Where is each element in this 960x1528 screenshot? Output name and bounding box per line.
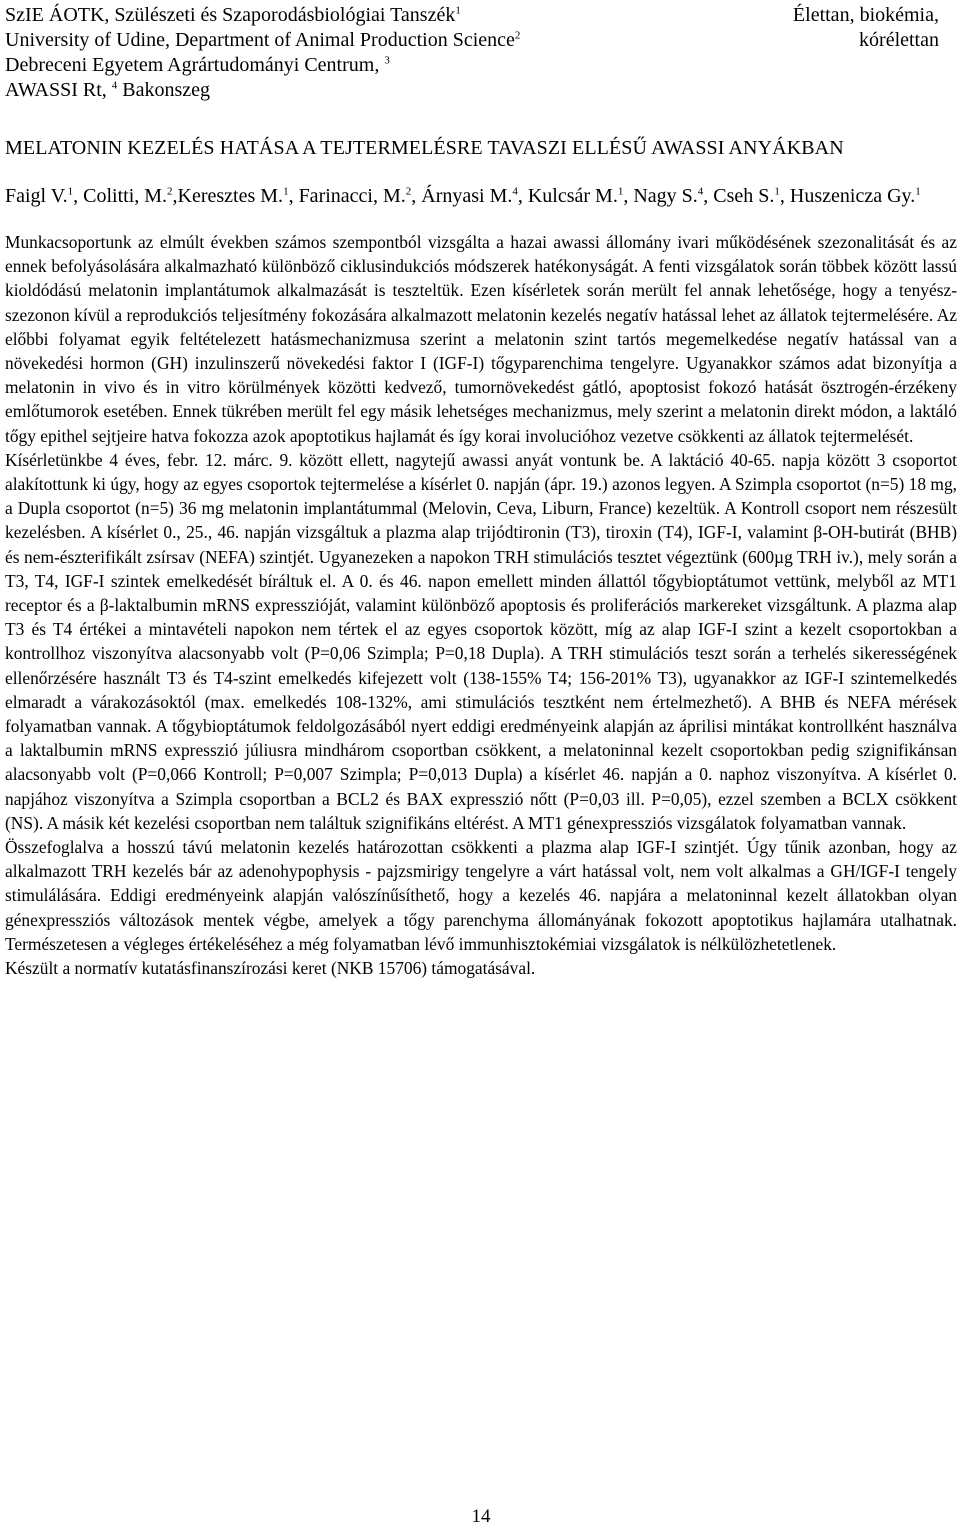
footnote-marker: 3: [384, 54, 390, 67]
author: Farinacci, M.$^2$,: [298, 185, 422, 207]
paragraph-methods-results: Kísérletünkbe 4 éves, febr. 12. márc. 9. között ellett, nagytejű awassi anyát vontunk be. A laktáció 40-65. napja között 3 csoportot alakítottunk ki úgy, hogy az egyes csoportok tejtermelése a kísérlet 0. napján (ápr. 19.) azonos legyen. A Szimpla csoportot (n=5) 18 mg, a Dupla csoportot (n=5) 36 mg melatonin implantátummal (Melovin, Ceva, Liburn, France) kezeltük. A Kontroll csoport nem részesült kezelésben. A kísérlet 0., 25., 46. napján vizsgáltuk a plazma alap trijódtironin (T3), tiroxin (T4), IGF-I, valamint β-OH-butirát (BHB) és nem-észterifikált zsírsav (NEFA) szintjét. Ugyanezeken a napokon TRH stimulációs tesztet végeztünk (600µg TRH iv.), mely során a T3, T4, IGF-I szintek emelkedését bíráltuk el. A 0. és 46. napon emellett minden állattól tőgybioptátumot vettünk, melyből az MT1 receptor és a β-laktalbumin mRNS expresszióját, valamint különböző apoptosis és proliferációs markereket vizsgáltunk. A plazma alap T3 és T4 értékei a mintavételi napokon nem tértek el az egyes csoportok között, míg az alap IGF-I szint a kezelt csoportokban a kontrollhoz viszonyítva alacsonyabb volt (P=0,06 Szimpla; P=0,18 Dupla). A TRH stimulációs teszt során a terhelés sikerességének ellenőrzésére használt T3 és T4-szint emelkedés kifejezett volt (138-155% T4; 156-201% T3), ugyanakkor az IGF-I szintemelkedés elmaradt a várakozásoktól (max. emelkedés 108-132%, ami stimulációs tesztként nem értelmezhető). A BHB és NEFA mérések folyamatban vannak. A tőgybioptátumok feldolgozásából nyert eddigi eredményeink alapján az áprilisi mintákat kontrollként használva a laktalbumin mRNS expresszió júliusra mindhárom csoportban csökkent, a melatoninnal kezelt csoportokban pedig szignifikánsan alacsonyabb volt (P=0,066 Kontroll; P=0,007 Szimpla; P=0,013 Dupla) a kísérlet 46. napján a 0. naphoz viszonyítva. A kísérlet 0. napjához viszonyítva a Szimpla csoportban a BCL2 és BAX expresszió nőtt (P=0,03 ill. P=0,05), ezzel szemben a BCLX csökkent (NS). A másik két kezelési csoportban nem találtuk szignifikáns eltérést. A MT1 génexpressziós vizsgálatok folyamatban vannak.: [5, 449, 957, 833]
affiliation-3: Debreceni Egyetem Agrártudományi Centrum, $^3$: [5, 54, 390, 76]
author: Faigl V.$^1$,: [5, 185, 84, 207]
affiliation-4: AWASSI Rt, $^4$ Bakonszeg: [5, 79, 211, 101]
footnote-marker: 1: [455, 4, 461, 17]
author: Huszenicza Gy.$^1$: [789, 185, 921, 207]
paragraph-acknowledgement: Készült a normatív kutatásfinanszírozási keret (NKB 15706) támogatásával.: [5, 958, 536, 979]
paper-title: MELATONIN KEZELÉS HATÁSA A TEJTERMELÉSRE TAVASZI ELLÉSŰ AWASSI ANYÁKBAN: [5, 137, 844, 159]
abstract-body: [5, 230, 957, 980]
document-page: [5, 0, 957, 1528]
paragraph-conclusion: Összefoglalva a hosszú távú melatonin kezelés határozottan csökkenti a plazma alap IGF-I szintjét. Úgy tűnik azonban, hogy az alkalmazott TRH kezelés bár az adenohypophysis - pajzsmirigy tengelyre a várt hatással volt, nem volt alkalmas a GH/IGF-I tengely stimulálására. Eddigi eredményeink alapján valószínűsíthető, hogy a kezelés 46. napjára a melatoninnal kezelt állatokban olyan génexpressziós változások mentek végbe, amelyek a tőgy parenchyma állományának fokozott apoptotikus hajlamára utalhatnak. Természetesen a végleges értékeléséhez a még folyamatban lévő immunhisztokémiai vizsgálatok is nélkülözhetetlenek.: [5, 837, 957, 954]
page-number: 14: [471, 1506, 491, 1527]
page-header: [5, 0, 957, 118]
author: Colitti, M.$^2$,: [83, 185, 178, 207]
footnote-marker: 4: [111, 79, 118, 92]
author: Cseh S.$^1$,: [713, 185, 790, 207]
section-category: Élettan, biokémia, kórélettan: [792, 4, 939, 51]
affiliations: [5, 3, 520, 103]
author: Keresztes M.$^1$,: [177, 185, 299, 207]
author-list: [5, 181, 955, 211]
footnote-marker: 2: [514, 29, 521, 42]
paragraph-background: Munkacsoportunk az elmúlt években számos szempontból vizsgálta a hazai awassi állomány ivari működésének szezonalitását és az ennek befolyásolására alkalmazható különböző ciklusindukciós módszerek hatékonyságát. A fenti vizsgálatok során többek között lassú kioldódású melatonin implantátumok alkalmazását is teszteltük. Ezen kísérletek során merült fel annak lehetősége, hogy a tenyész-szezonon kívül a reprodukciós teljesítmény fokozására alkalmazott melatonin kezelés negatív hatással lehet az állatok tejtermelésére. Az előbbi folyamat egyik feltételezett hatásmechanizmusa szerint a melatonin szint tartós megemelkedése negatív hatással van a növekedési hormon (GH) inzulinszerű növekedési faktor I (IGF-I) tőgyparenchima tengelyre. Ugyanakkor számos adat bizonyítja a melatonin in vivo és in vitro körülmények közötti kedvező, tumornövekedést gátló, apoptosist fokozó hatását ösztrogén-érzékeny emlőtumorok esetében. Ennek tükrében merült fel egy másik lehetséges mechanizmus, mely szerint a melatonin direkt módon, a laktáló tőgy epithel sejtjeire hatva fokozza azok apoptotikus hajlamát és így korai involucióhoz vezetve csökkenti az állatok tejtermelését.: [5, 232, 957, 446]
author: Kulcsár M.$^1$,: [527, 185, 634, 207]
author: Nagy S.$^4$,: [633, 185, 714, 207]
affiliation-2: University of Udine, Department of Animal Production Science$^2$: [5, 29, 521, 51]
author: Árnyasi M.$^4$,: [421, 185, 528, 207]
affiliation-1: SzIE ÁOTK, Szülészeti és Szaporodásbiológiai Tanszék$^1$: [5, 4, 461, 26]
